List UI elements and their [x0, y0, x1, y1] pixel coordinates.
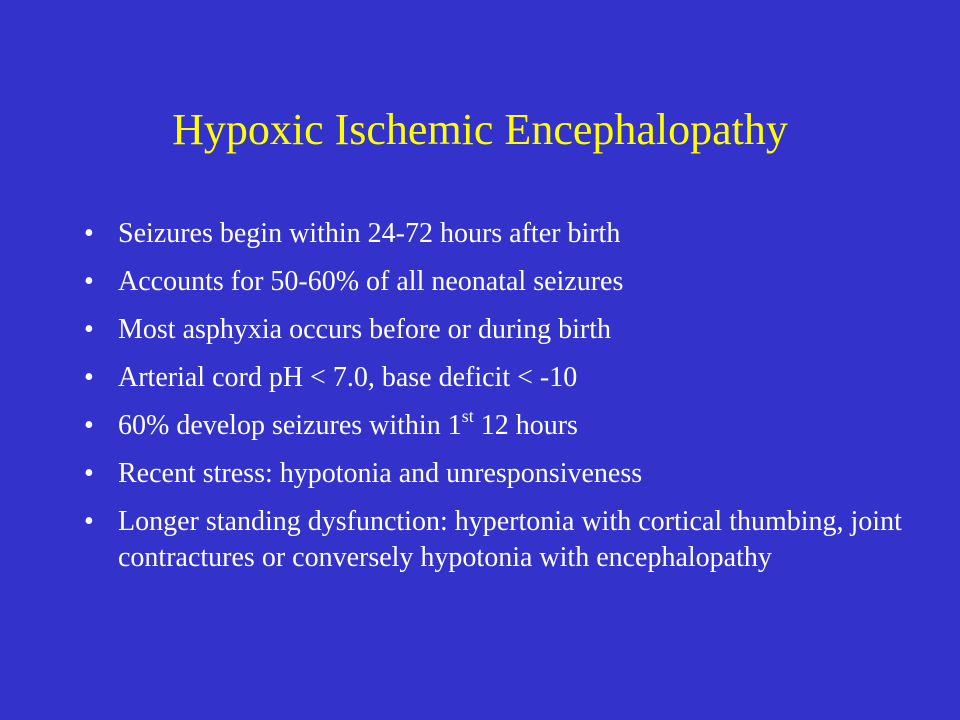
bullet-text: Arterial cord pH < 7.0, base deficit < -10	[118, 362, 578, 393]
bullet-text	[118, 405, 578, 441]
bullet-marker: •	[84, 458, 94, 489]
bullet-item	[84, 405, 924, 444]
bullet-marker: •	[84, 266, 94, 297]
bullet-item	[84, 504, 924, 576]
bullet-marker: •	[84, 506, 94, 537]
bullet-text: Longer standing dysfunction: hypertonia with cortical thumbing, joint contractures or conversely hypotonia with encephalopathy	[118, 506, 902, 573]
ordinal-superscript: st	[461, 405, 474, 426]
bullet-text: Seizures begin within 24-72 hours after birth	[118, 218, 621, 249]
bullet-text-part: 12 hours	[473, 410, 578, 441]
bullet-text: Most asphyxia occurs before or during birth	[118, 314, 611, 345]
slide-title: Hypoxic Ischemic Encephalopathy	[172, 105, 788, 154]
bullet-marker: •	[84, 410, 94, 441]
bullet-list	[84, 216, 924, 588]
bullet-marker: •	[84, 314, 94, 345]
bullet-marker: •	[84, 218, 94, 249]
bullet-item	[84, 360, 924, 396]
bullet-text: Accounts for 50-60% of all neonatal seizures	[118, 266, 624, 297]
bullet-text-part: 60% develop seizures within 1	[118, 410, 462, 441]
bullet-item	[84, 216, 924, 252]
bullet-item	[84, 312, 924, 348]
bullet-item	[84, 456, 924, 492]
bullet-text: Recent stress: hypotonia and unresponsiveness	[118, 458, 643, 489]
bullet-item	[84, 264, 924, 300]
bullet-marker: •	[84, 362, 94, 393]
